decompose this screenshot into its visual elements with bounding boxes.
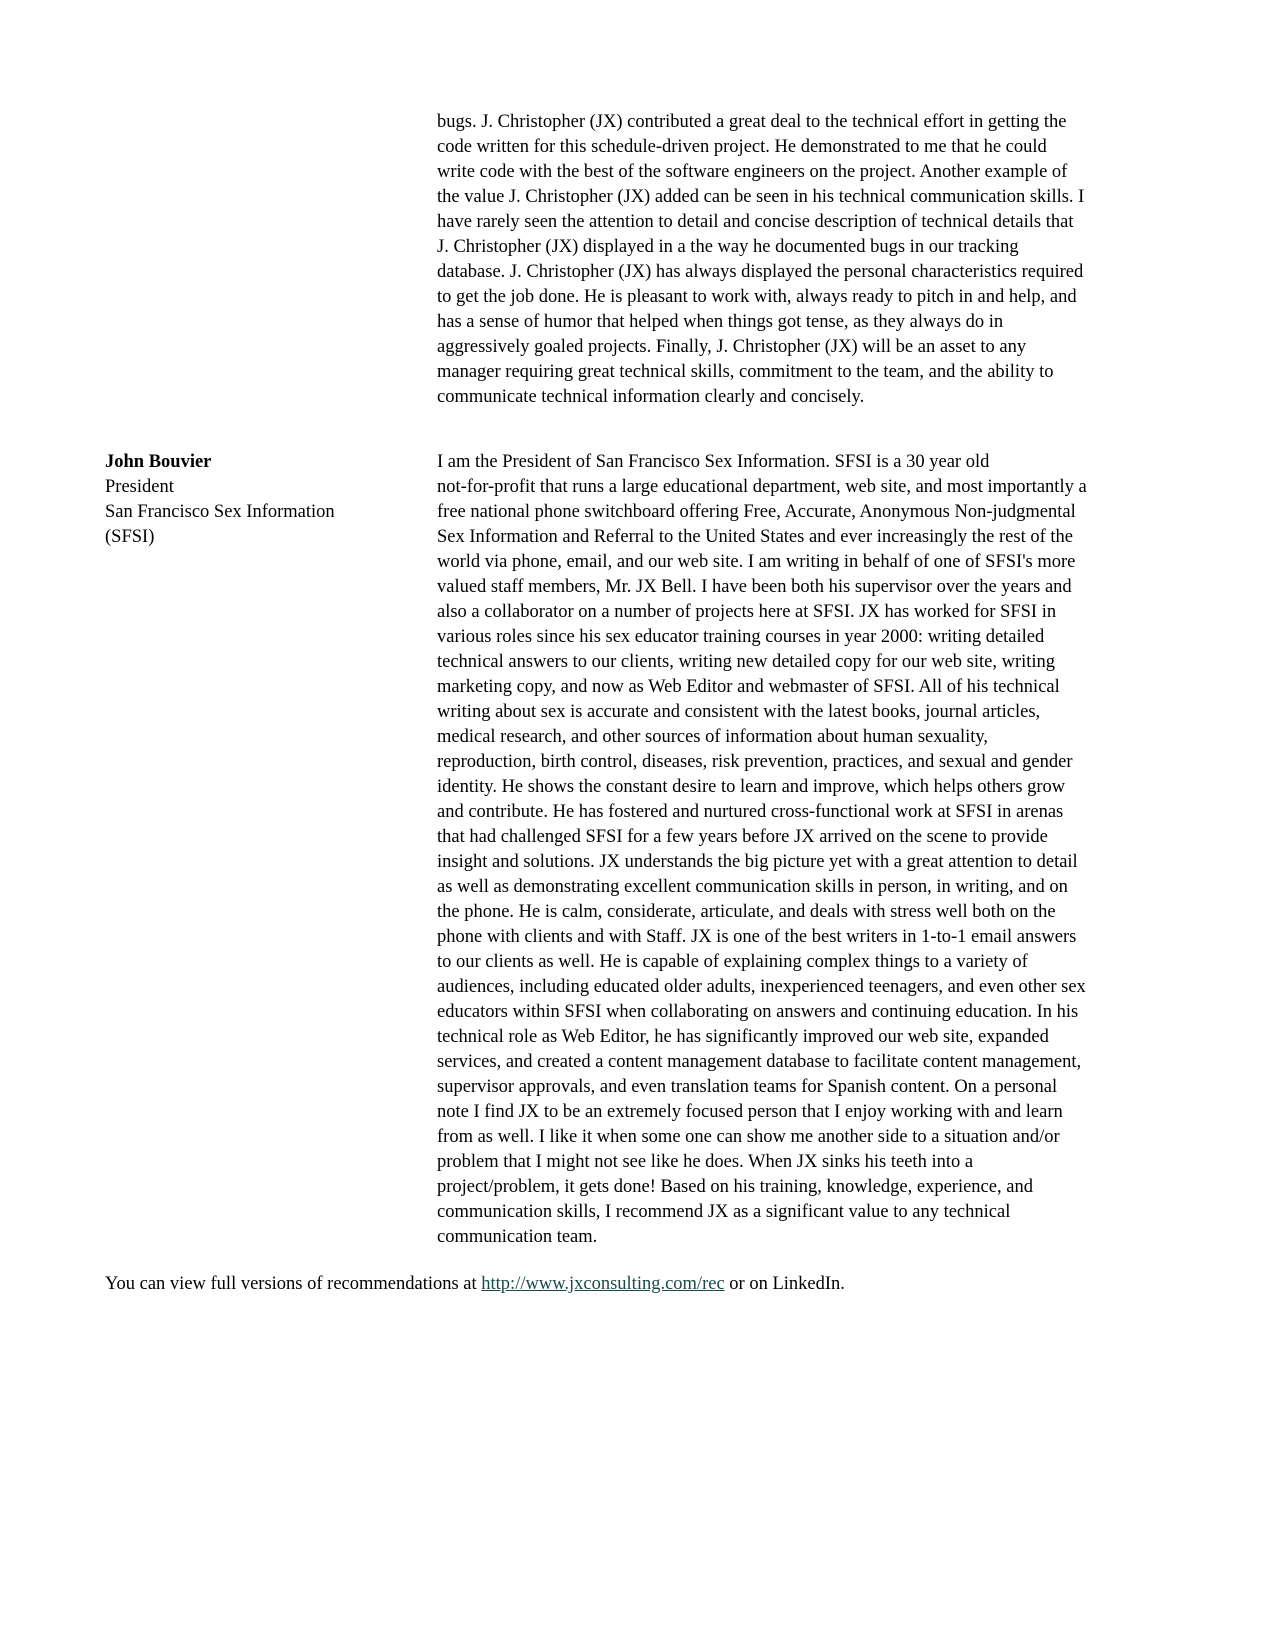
paragraph-line: supervisor approvals, and even translation teams for Spanish content. On a personal [437, 1077, 1058, 1097]
paragraph-line: has a sense of humor that helped when things got tense, as they always do in [437, 312, 1004, 332]
paragraph-line: write code with the best of the software engineers on the project. Another example of [437, 162, 1068, 182]
paragraph-line: the value J. Christopher (JX) added can be seen in his technical communication skills. I [437, 187, 1085, 207]
paragraph-line: bugs. J. Christopher (JX) contributed a great deal to the technical effort in getting the [437, 112, 1067, 132]
paragraph-line: to our clients as well. He is capable of explaining complex things to a variety of [437, 952, 1028, 972]
paragraph-line: as well as demonstrating excellent communication skills in person, in writing, and on [437, 877, 1068, 897]
paragraph-line: communicate technical information clearly and concisely. [437, 387, 865, 407]
recommender-title: President [105, 477, 174, 497]
paragraph-line: aggressively goaled projects. Finally, J. Christopher (JX) will be an asset to any [437, 337, 1027, 357]
paragraph-line: communication skills, I recommend JX as a significant value to any technical [437, 1202, 1011, 1222]
paragraph-line: technical answers to our clients, writing new detailed copy for our web site, writing [437, 652, 1056, 672]
recommendations-link[interactable]: http://www.jxconsulting.com/rec [481, 1274, 725, 1294]
paragraph-line: that had challenged SFSI for a few years before JX arrived on the scene to provide [437, 827, 1048, 847]
paragraph-line: also a collaborator on a number of projects here at SFSI. JX has worked for SFSI in [437, 602, 1057, 622]
paragraph-line: technical role as Web Editor, he has significantly improved our web site, expanded [437, 1027, 1049, 1047]
paragraph-line: not-for-profit that runs a large educational department, web site, and most importantly a [437, 477, 1087, 497]
paragraph-line: medical research, and other sources of information about human sexuality, [437, 727, 989, 747]
paragraph-line: valued staff members, Mr. JX Bell. I have been both his supervisor over the years and [437, 577, 1072, 597]
paragraph-line: and contribute. He has fostered and nurtured cross-functional work at SFSI in arenas [437, 802, 1064, 822]
paragraph-line: communication team. [437, 1227, 598, 1247]
paragraph-line: to get the job done. He is pleasant to work with, always ready to pitch in and help, and [437, 287, 1077, 307]
paragraph-line: identity. He shows the constant desire to learn and improve, which helps others grow [437, 777, 1066, 797]
paragraph-line: note I find JX to be an extremely focused person that I enjoy working with and learn [437, 1102, 1063, 1122]
continued-recommendation-paragraph [437, 110, 1177, 410]
recommender-name: John Bouvier [105, 452, 212, 472]
paragraph-line: free national phone switchboard offering Free, Accurate, Anonymous Non-judgmental [437, 502, 1076, 522]
paragraph-line: educators within SFSI when collaborating on answers and continuing education. In his [437, 1002, 1079, 1022]
paragraph-line: project/problem, it gets done! Based on his training, knowledge, experience, and [437, 1177, 1033, 1197]
paragraph-line: J. Christopher (JX) displayed in a the way he documented bugs in our tracking [437, 237, 1019, 257]
paragraph-line: manager requiring great technical skills, commitment to the team, and the ability to [437, 362, 1054, 382]
paragraph-line: from as well. I like it when some one can show me another side to a situation and/or [437, 1127, 1060, 1147]
paragraph-line: code written for this schedule-driven project. He demonstrated to me that he could [437, 137, 1047, 157]
paragraph-line: I am the President of San Francisco Sex Information. SFSI is a 30 year old [437, 452, 990, 472]
paragraph-line: have rarely seen the attention to detail and concise description of technical details that [437, 212, 1074, 232]
recommender-organization-abbrev: (SFSI) [105, 527, 155, 547]
paragraph-line: various roles since his sex educator training courses in year 2000: writing detailed [437, 627, 1045, 647]
paragraph-line: reproduction, birth control, diseases, risk prevention, practices, and sexual and gender [437, 752, 1073, 772]
paragraph-line: insight and solutions. JX understands the big picture yet with a great attention to detail [437, 852, 1078, 872]
recommender-organization: San Francisco Sex Information [105, 502, 335, 522]
footer-prefix: You can view full versions of recommendations at [105, 1274, 482, 1294]
bouvier-recommendation-paragraph [437, 450, 1177, 1250]
paragraph-line: the phone. He is calm, considerate, articulate, and deals with stress well both on the [437, 902, 1056, 922]
paragraph-line: Sex Information and Referral to the United States and ever increasingly the rest of the [437, 527, 1073, 547]
footer-note [105, 1272, 845, 1297]
paragraph-line: audiences, including educated older adults, inexperienced teenagers, and even other sex [437, 977, 1086, 997]
recommender-block [105, 450, 405, 550]
paragraph-line: writing about sex is accurate and consistent with the latest books, journal articles, [437, 702, 1041, 722]
paragraph-line: database. J. Christopher (JX) has always displayed the personal characteristics required [437, 262, 1084, 282]
paragraph-line: world via phone, email, and our web site. I am writing in behalf of one of SFSI's more [437, 552, 1076, 572]
paragraph-line: marketing copy, and now as Web Editor and webmaster of SFSI. All of his technical [437, 677, 1060, 697]
paragraph-line: services, and created a content management database to facilitate content management, [437, 1052, 1082, 1072]
paragraph-line: phone with clients and with Staff. JX is one of the best writers in 1-to-1 email answers [437, 927, 1077, 947]
footer-suffix: or on LinkedIn. [724, 1274, 845, 1294]
paragraph-line: problem that I might not see like he does. When JX sinks his teeth into a [437, 1152, 974, 1172]
